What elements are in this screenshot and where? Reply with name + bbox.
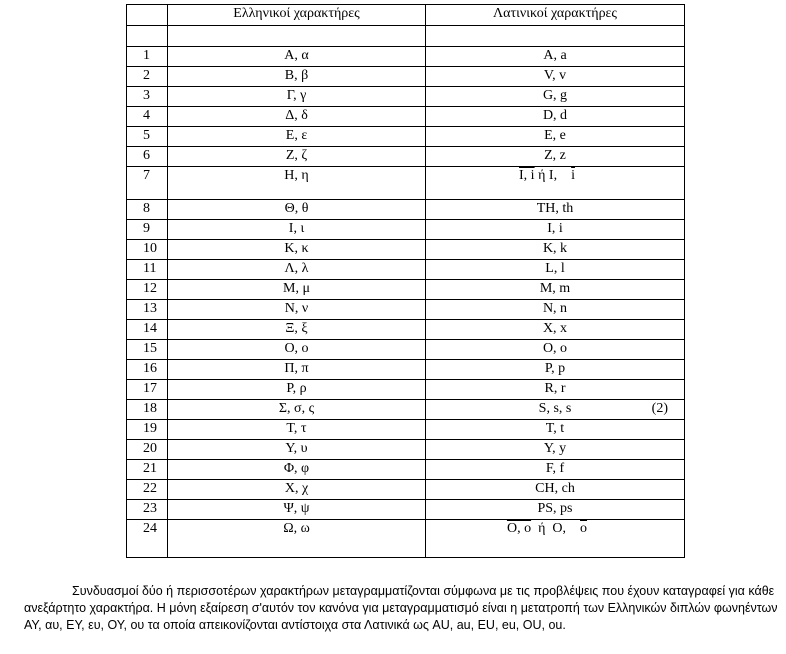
table-row xyxy=(127,67,685,87)
table-row xyxy=(127,380,685,400)
table-row xyxy=(127,300,685,320)
latin-macron-upper: O, o xyxy=(506,521,532,536)
blank-row xyxy=(127,26,685,47)
latin-value: PS, ps xyxy=(537,501,573,516)
greek-cell: Ψ, ψ xyxy=(168,500,426,520)
table-row xyxy=(127,107,685,127)
row-number: 5 xyxy=(127,127,168,147)
greek-cell: Α, α xyxy=(168,47,426,67)
latin-value: S, s, s xyxy=(538,401,572,416)
table-row xyxy=(127,320,685,340)
greek-cell: Ν, ν xyxy=(168,300,426,320)
latin-value: Z, z xyxy=(544,148,566,163)
table-row xyxy=(127,340,685,360)
greek-cell: Ι, ι xyxy=(168,220,426,240)
latin-cell xyxy=(426,280,685,300)
greek-cell: Ε, ε xyxy=(168,127,426,147)
row-number: 21 xyxy=(127,460,168,480)
row-number: 8 xyxy=(127,200,168,220)
greek-cell: Β, β xyxy=(168,67,426,87)
transliteration-table xyxy=(126,4,685,558)
row-number: 9 xyxy=(127,220,168,240)
blank-cell xyxy=(168,26,426,47)
row-number: 17 xyxy=(127,380,168,400)
latin-cell xyxy=(426,380,685,400)
footnote-marker: (2) xyxy=(651,401,668,416)
latin-value: E, e xyxy=(544,128,566,143)
latin-cell xyxy=(426,147,685,167)
latin-value: TH, th xyxy=(536,201,574,216)
greek-cell: Π, π xyxy=(168,360,426,380)
latin-alt-upper: O, xyxy=(552,521,567,536)
latin-or: ή xyxy=(531,521,553,536)
greek-cell: Ω, ω xyxy=(168,520,426,558)
latin-cell xyxy=(426,167,685,200)
table-row xyxy=(127,147,685,167)
row-number: 7 xyxy=(127,167,168,200)
greek-cell: Η, η xyxy=(168,167,426,200)
row-number: 20 xyxy=(127,440,168,460)
latin-cell xyxy=(426,440,685,460)
latin-value: CH, ch xyxy=(535,481,575,496)
table-row xyxy=(127,127,685,147)
row-number: 23 xyxy=(127,500,168,520)
row-number: 6 xyxy=(127,147,168,167)
greek-cell: Δ, δ xyxy=(168,107,426,127)
header-number-cell xyxy=(127,5,168,26)
table-header-row xyxy=(127,5,685,26)
latin-cell xyxy=(426,420,685,440)
blank-cell xyxy=(127,26,168,47)
table-row xyxy=(127,440,685,460)
latin-cell xyxy=(426,520,685,558)
table-row xyxy=(127,520,685,558)
greek-cell: Ζ, ζ xyxy=(168,147,426,167)
latin-cell xyxy=(426,107,685,127)
latin-value: G, g xyxy=(542,88,568,103)
table-row xyxy=(127,220,685,240)
latin-value: O, o xyxy=(542,341,568,356)
greek-cell: Μ, μ xyxy=(168,280,426,300)
latin-alt-lower: $\overline{i}$ xyxy=(571,168,575,183)
latin-cell xyxy=(426,300,685,320)
row-number: 10 xyxy=(127,240,168,260)
latin-cell xyxy=(426,67,685,87)
latin-value: V, v xyxy=(543,68,567,83)
table-row xyxy=(127,87,685,107)
latin-cell xyxy=(426,87,685,107)
greek-cell: Φ, φ xyxy=(168,460,426,480)
latin-value: L, l xyxy=(545,261,565,276)
row-number: 3 xyxy=(127,87,168,107)
row-number: 16 xyxy=(127,360,168,380)
latin-alt-lower: $\overline{o}$ xyxy=(580,521,588,536)
row-number: 4 xyxy=(127,107,168,127)
latin-value: R, r xyxy=(544,381,566,396)
table-row xyxy=(127,500,685,520)
latin-value: F, f xyxy=(545,461,565,476)
greek-cell: Ο, ο xyxy=(168,340,426,360)
row-number: 18 xyxy=(127,400,168,420)
header-greek: Ελληνικοί χαρακτήρες xyxy=(168,5,426,26)
row-number: 14 xyxy=(127,320,168,340)
row-number: 22 xyxy=(127,480,168,500)
greek-cell: Κ, κ xyxy=(168,240,426,260)
latin-cell xyxy=(426,127,685,147)
greek-cell: Ξ, ξ xyxy=(168,320,426,340)
table-row xyxy=(127,480,685,500)
latin-value: D, d xyxy=(542,108,568,123)
latin-value: N, n xyxy=(542,301,568,316)
greek-cell: Γ, γ xyxy=(168,87,426,107)
table-row xyxy=(127,460,685,480)
table-row xyxy=(127,280,685,300)
row-number: 15 xyxy=(127,340,168,360)
latin-value: M, m xyxy=(539,281,571,296)
latin-cell xyxy=(426,360,685,380)
latin-cell xyxy=(426,240,685,260)
latin-cell xyxy=(426,460,685,480)
latin-value: A, a xyxy=(543,48,567,63)
latin-cell xyxy=(426,480,685,500)
latin-value: P, p xyxy=(544,361,566,376)
latin-cell xyxy=(426,47,685,67)
row-number: 24 xyxy=(127,520,168,558)
latin-or: ή xyxy=(534,168,549,183)
greek-cell: Υ, υ xyxy=(168,440,426,460)
latin-value: T, t xyxy=(545,421,565,436)
latin-value: K, k xyxy=(542,241,568,256)
latin-cell xyxy=(426,200,685,220)
blank-cell xyxy=(426,26,685,47)
row-number: 19 xyxy=(127,420,168,440)
explanation-paragraph: Συνδυασμοί δύο ή περισσοτέρων χαρακτήρων μεταγραμματίζονται σύμφωνα με τις προβλέψεις που έχουν καταγραφεί για κάθε ανεξάρτητο χαρακτήρα. Η μόνη εξαίρεση σ'αυτόν τον κανόνα για μεταγραμματισμό είναι η μετατροπή των Ελληνικών διπλών φωνηέντων ΑΥ, αυ, ΕΥ, ευ, ΟΥ, ου τα οποία απεικονίζονται αντίστοιχα στα Λατινικά ως AU, au, EU, eu, OU, ou. xyxy=(24,583,778,632)
greek-cell: Τ, τ xyxy=(168,420,426,440)
table-row xyxy=(127,400,685,420)
latin-cell xyxy=(426,340,685,360)
header-latin: Λατινικοί χαρακτήρες xyxy=(426,5,685,26)
table-row xyxy=(127,240,685,260)
latin-value: X, x xyxy=(542,321,568,336)
latin-macron-upper: I, i xyxy=(519,168,535,183)
table-row xyxy=(127,200,685,220)
latin-cell xyxy=(426,260,685,280)
row-number: 11 xyxy=(127,260,168,280)
row-number: 2 xyxy=(127,67,168,87)
latin-value: Y, y xyxy=(543,441,567,456)
table-row xyxy=(127,260,685,280)
latin-alt-upper: I, xyxy=(548,168,558,183)
latin-cell xyxy=(426,320,685,340)
greek-cell: Λ, λ xyxy=(168,260,426,280)
row-number: 13 xyxy=(127,300,168,320)
table-row xyxy=(127,47,685,67)
greek-cell: Θ, θ xyxy=(168,200,426,220)
row-number: 1 xyxy=(127,47,168,67)
greek-cell: Σ, σ, ς xyxy=(168,400,426,420)
table-row xyxy=(127,360,685,380)
greek-cell: Ρ, ρ xyxy=(168,380,426,400)
table-row xyxy=(127,167,685,200)
latin-cell xyxy=(426,500,685,520)
greek-cell: Χ, χ xyxy=(168,480,426,500)
table-row xyxy=(127,420,685,440)
latin-cell xyxy=(426,220,685,240)
latin-value: I, i xyxy=(547,221,563,236)
row-number: 12 xyxy=(127,280,168,300)
latin-cell xyxy=(426,400,685,420)
